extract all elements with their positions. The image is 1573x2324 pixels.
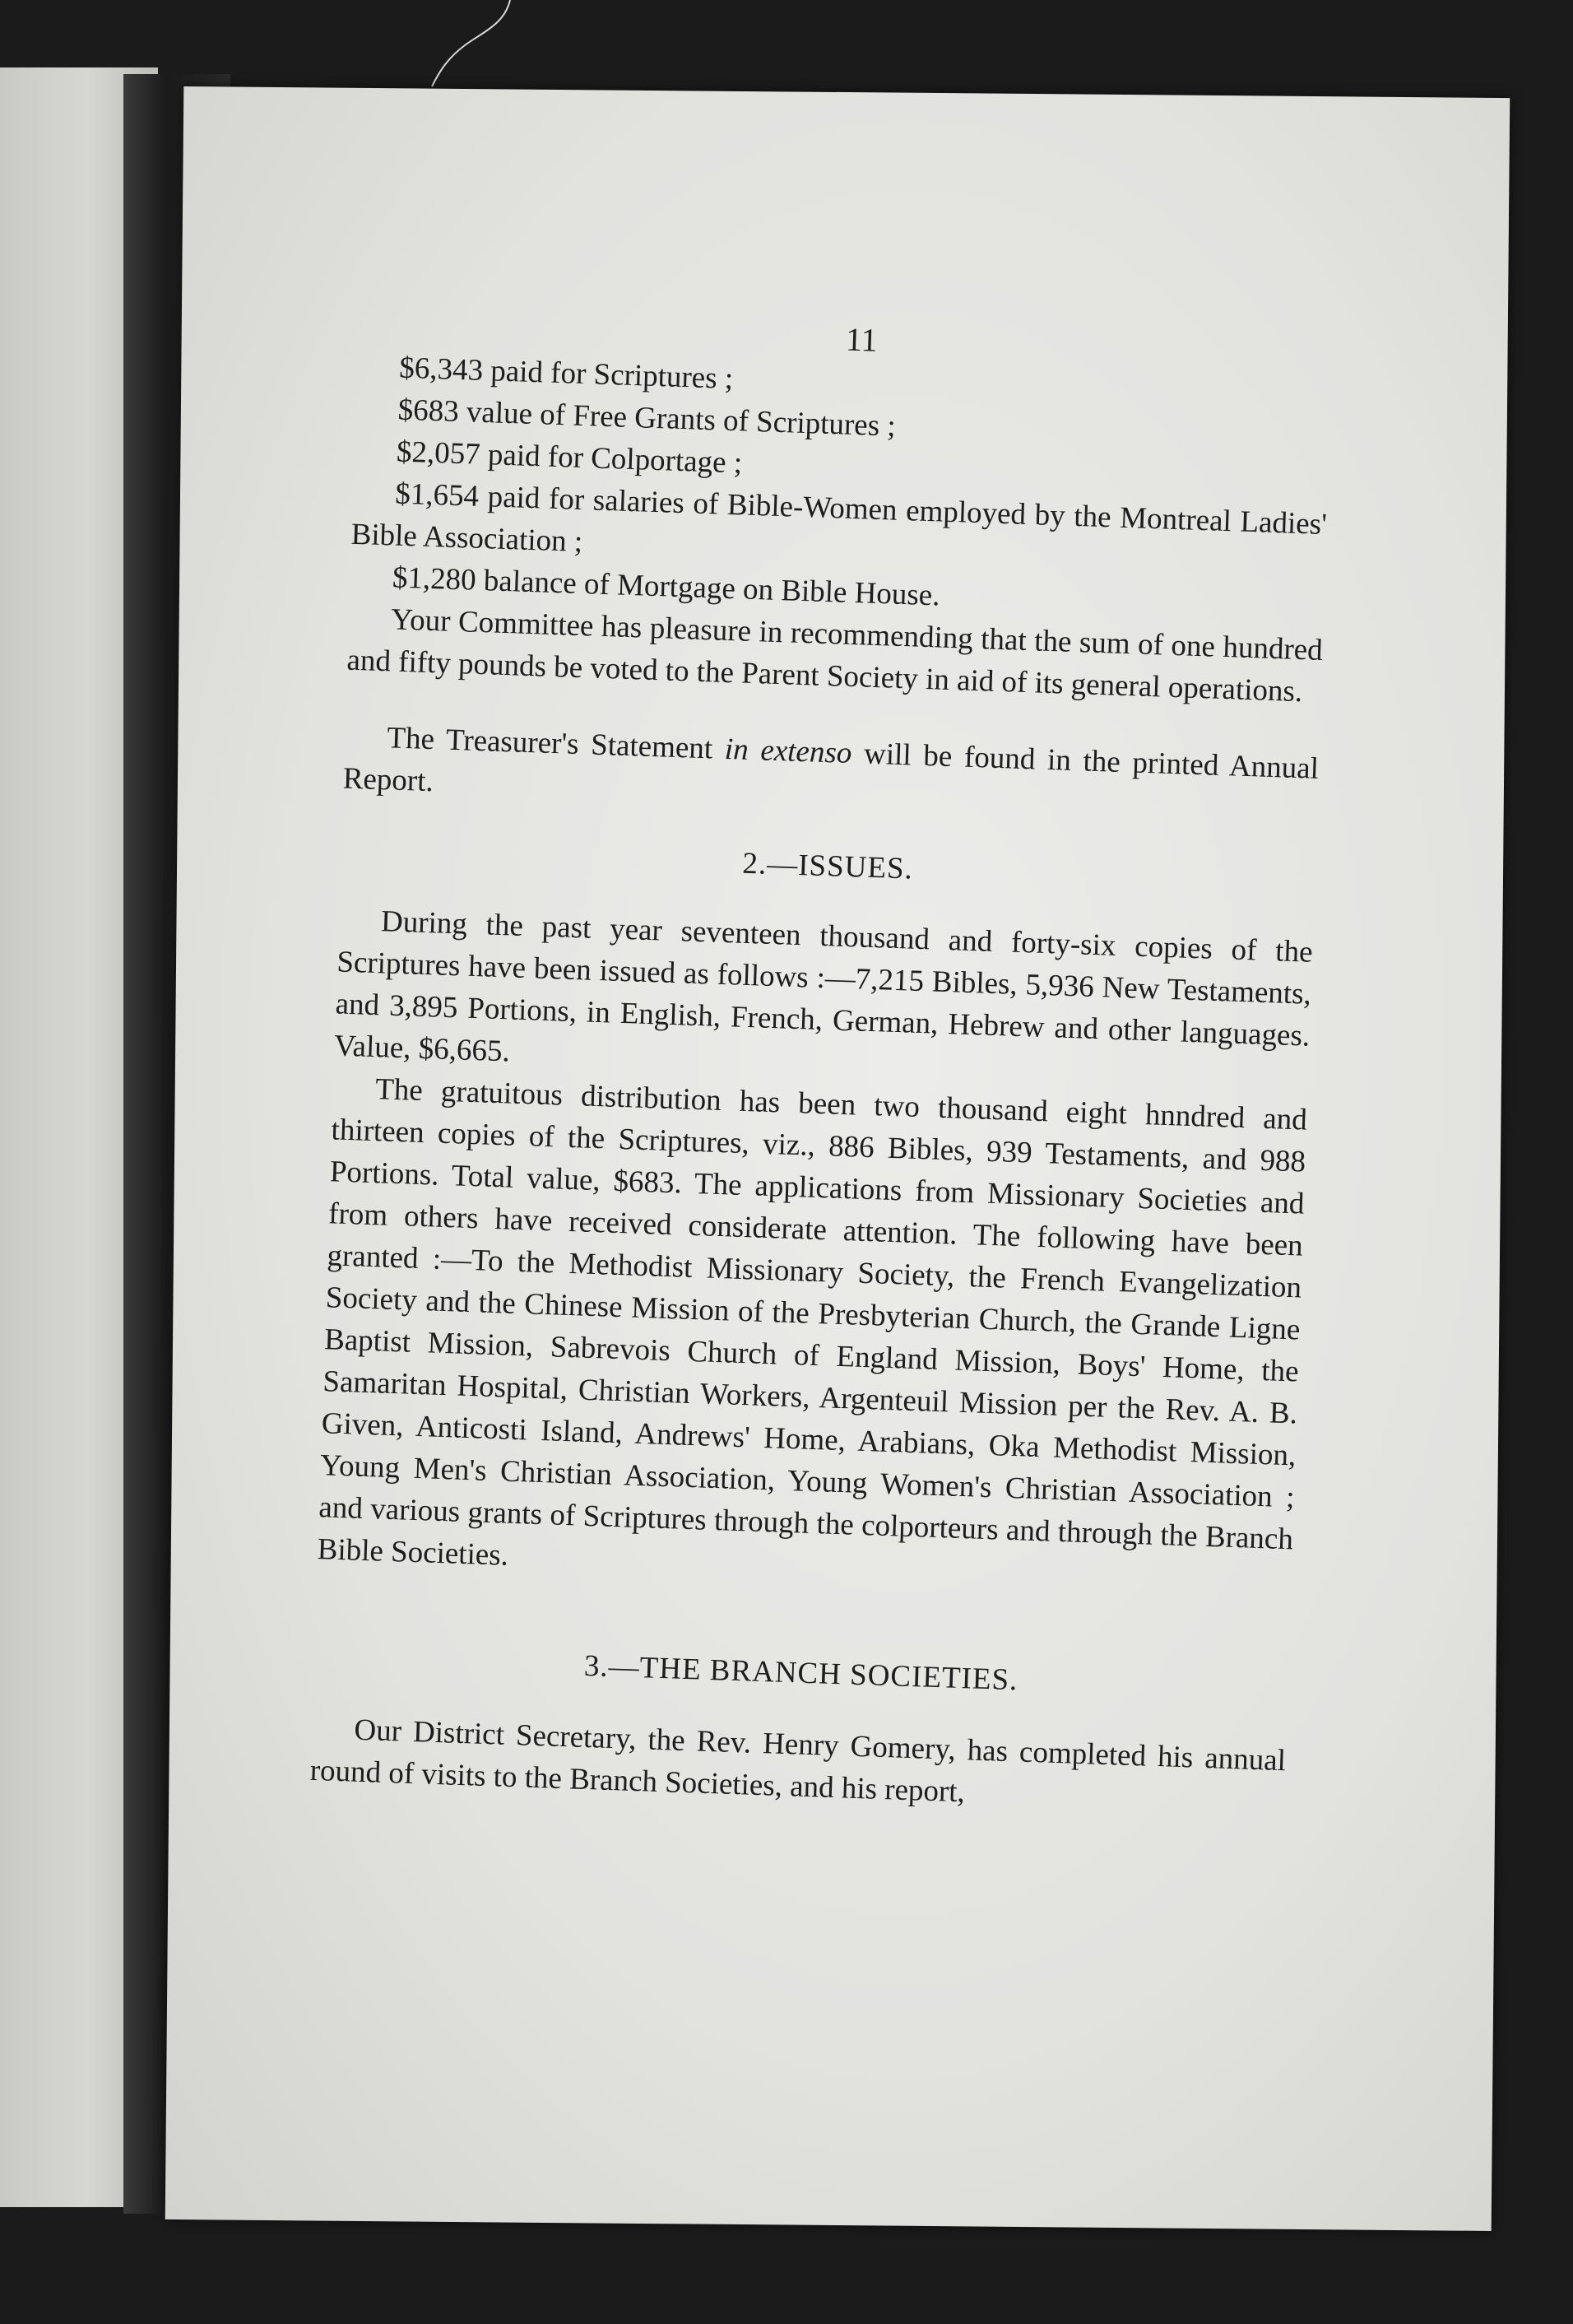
issues-paragraph-1: During the past year seventeen thousand and forty-six copies of the Scriptures have been issued as follows :—7,215 Bibles, 5,936 New Testaments, and 3,895 Portions, in English, French, German, Hebrew and other languages. Value, $6,665. — [333, 904, 1314, 1069]
payment-text: paid for Colportage ; — [487, 438, 743, 481]
page-number: 11 — [845, 320, 879, 359]
issues-paragraph-2: The gratuitous distribution has been two thousand eight hnndred and thirteen copies of the Scriptures, viz., 886 Bibles, 939 Testaments, and 988 Portions. Total value, $683. The applications from Missionary Societies and from others have received considerate attention. The following have been granted :—To the Methodist Missionary Society, the French Evangelization Society and the Chinese Mission of the Presbyterian Church, the Grande Ligne Baptist Mission, Sabrevois Church of England Mission, Boys' Home, the Samaritan Hospital, Christian Workers, Argenteuil Mission per the Rev. A. B. Given, Anticosti Island, Andrews' Home, Arabians, Oka Methodist Mission, Young Men's Christian Association, Young Women's Christian Association ; and various grants of Scriptures through the colporteurs and through the Branch Bible Societies. — [317, 1072, 1308, 1573]
payment-text: paid for salaries of Bible-Women employed by the Montreal Ladies' Bible Association ; — [350, 480, 1328, 560]
branch-societies-paragraph: Our District Secretary, the Rev. Henry Gomery, has completed his annual round of visits to the Branch Societies, and his report, — [309, 1713, 1287, 1810]
payment-text: value of Free Grants of Scriptures ; — [466, 395, 897, 444]
payment-amount: $2,057 — [396, 435, 481, 472]
section-heading-branch-societies: 3.—THE BRANCH SOCIETIES. — [583, 1648, 1019, 1698]
page-text — [309, 302, 1333, 1824]
payment-amount: $683 — [397, 393, 460, 429]
treasurer-italic: in extenso — [724, 732, 853, 771]
payment-text: balance of Mortgage on Bible House. — [483, 564, 941, 613]
book-page — [165, 86, 1510, 2231]
payment-amount: $1,280 — [392, 560, 477, 597]
treasurer-before: The Treasurer's Statement — [386, 721, 713, 766]
payment-amount: $6,343 — [398, 351, 484, 388]
committee-paragraph: Your Committee has pleasure in recommending that the sum of one hundred and fifty pounds be voted to the Parent Society in aid of its general operations. — [346, 602, 1324, 709]
treasurer-after: will be found in the printed Annual Report. — [342, 737, 1320, 799]
film-scratch — [415, 0, 522, 91]
payment-amount: $1,654 — [394, 476, 480, 514]
treasurer-paragraph — [342, 716, 1320, 832]
section-heading-issues: 2.—ISSUES. — [741, 846, 914, 886]
payment-text: paid for Scriptures ; — [490, 354, 734, 397]
